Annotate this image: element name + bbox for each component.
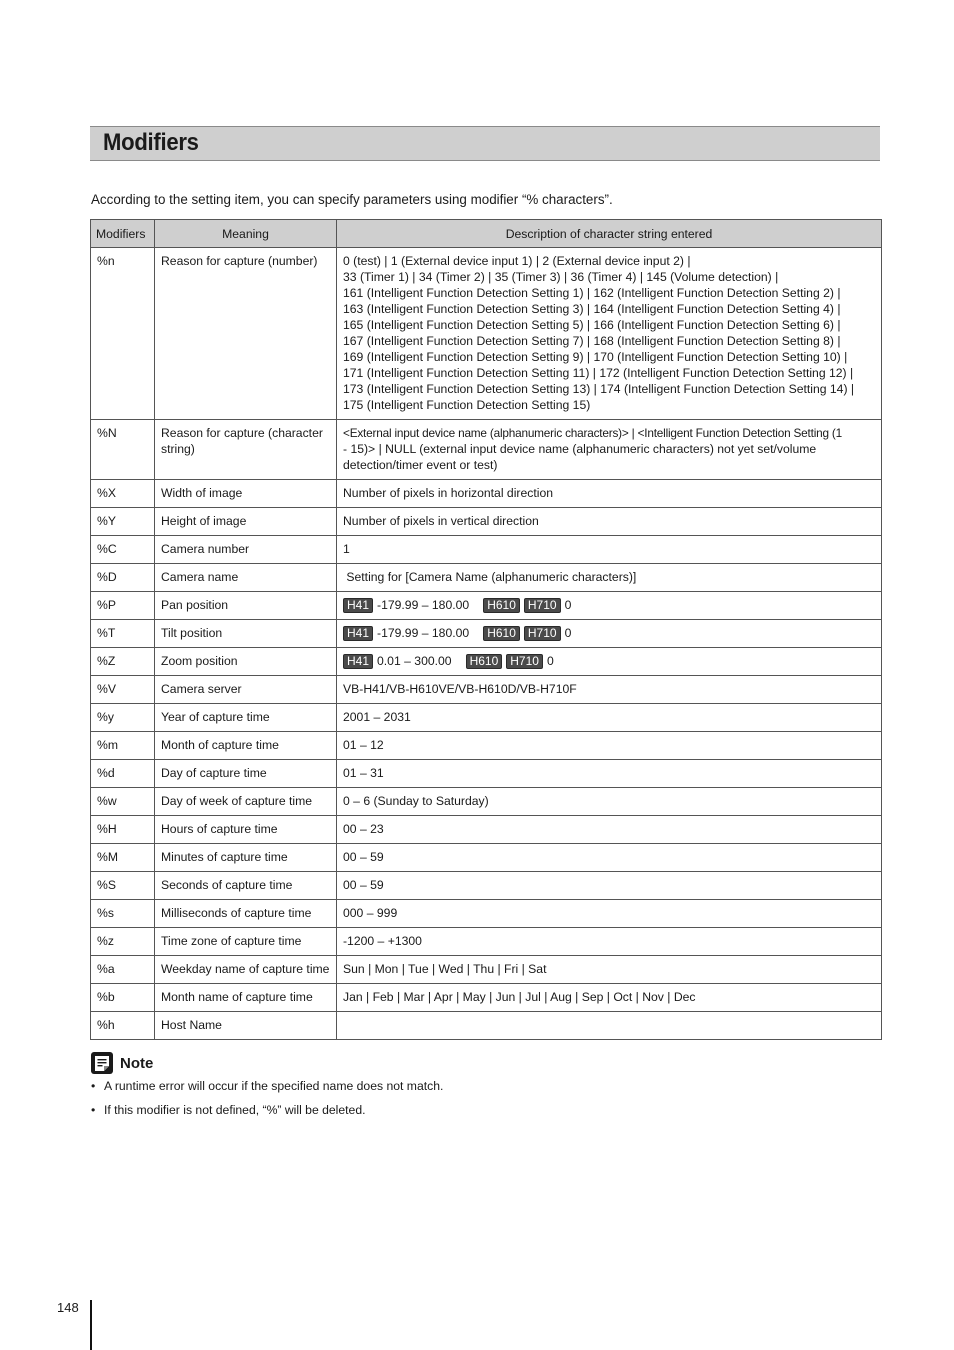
note-item: • A runtime error will occur if the specified name does not match. xyxy=(91,1079,444,1093)
description-cell: Setting for [Camera Name (alphanumeric characters)] xyxy=(337,564,882,592)
note-item-text: If this modifier is not defined, “%” will be deleted. xyxy=(104,1103,366,1117)
table-row xyxy=(91,928,882,956)
table-row xyxy=(91,480,882,508)
meaning-cell: Milliseconds of capture time xyxy=(155,900,337,928)
modifier-cell: %a xyxy=(91,956,155,984)
alt-value: 0 xyxy=(564,598,572,612)
table-row xyxy=(91,648,882,676)
meaning-cell: Reason for capture (number) xyxy=(155,248,337,420)
modifier-cell: %n xyxy=(91,248,155,420)
range-value: 0.01 – 300.00 xyxy=(377,654,452,668)
meaning-cell: Year of capture time xyxy=(155,704,337,732)
table-row xyxy=(91,844,882,872)
meaning-cell: Host Name xyxy=(155,1012,337,1040)
table-row xyxy=(91,676,882,704)
modifier-cell: %Y xyxy=(91,508,155,536)
table-row xyxy=(91,872,882,900)
model-badge-h610: H610 xyxy=(483,626,520,641)
alt-value: 0 xyxy=(546,654,554,668)
header-modifiers: Modifiers xyxy=(91,220,155,248)
modifier-cell: %H xyxy=(91,816,155,844)
modifier-cell: %z xyxy=(91,928,155,956)
meaning-cell: Weekday name of capture time xyxy=(155,956,337,984)
table-row xyxy=(91,788,882,816)
header-meaning: Meaning xyxy=(155,220,337,248)
description-cell: 1 xyxy=(337,536,882,564)
modifier-cell: %d xyxy=(91,760,155,788)
description-cell: Number of pixels in horizontal direction xyxy=(337,480,882,508)
description-line: 175 (Intelligent Function Detection Setting 15) xyxy=(343,398,591,412)
note-icon xyxy=(91,1052,113,1074)
note-label: Note xyxy=(120,1054,154,1072)
meaning-cell: Day of week of capture time xyxy=(155,788,337,816)
meaning-cell: Camera name xyxy=(155,564,337,592)
description-cell: Number of pixels in vertical direction xyxy=(337,508,882,536)
description-line: 161 (Intelligent Function Detection Setting 1) | 162 (Intelligent Function Detection Setting 2) | xyxy=(343,286,841,300)
description-line: 173 (Intelligent Function Detection Setting 13) | 174 (Intelligent Function Detection Setting 14) | xyxy=(343,382,855,396)
description-cell xyxy=(337,592,882,620)
modifiers-table xyxy=(90,219,882,1040)
table-row xyxy=(91,704,882,732)
model-badge-h610: H610 xyxy=(483,598,520,613)
description-line: 169 (Intelligent Function Detection Setting 9) | 170 (Intelligent Function Detection Setting 10) | xyxy=(343,350,848,364)
table-row xyxy=(91,564,882,592)
description-cell: VB-H41/VB-H610VE/VB-H610D/VB-H710F xyxy=(337,676,882,704)
meaning-cell: Pan position xyxy=(155,592,337,620)
description-cell xyxy=(337,620,882,648)
modifier-cell: %T xyxy=(91,620,155,648)
description-cell: 01 – 31 xyxy=(337,760,882,788)
table-row xyxy=(91,536,882,564)
modifier-cell: %X xyxy=(91,480,155,508)
page-title: Modifiers xyxy=(103,129,199,156)
modifier-cell: %w xyxy=(91,788,155,816)
description-cell: Sun | Mon | Tue | Wed | Thu | Fri | Sat xyxy=(337,956,882,984)
range-value: -179.99 – 180.00 xyxy=(377,626,470,640)
meaning-cell: Reason for capture (character string) xyxy=(155,420,337,480)
modifier-cell: %m xyxy=(91,732,155,760)
description-cell: 01 – 12 xyxy=(337,732,882,760)
model-badge-h41: H41 xyxy=(343,654,373,669)
description-line: detection/timer event or test) xyxy=(343,458,498,472)
modifier-cell: %s xyxy=(91,900,155,928)
note-item: • If this modifier is not defined, “%” will be deleted. xyxy=(91,1103,366,1117)
description-line: - 15)> | NULL (external input device name (alphanumeric characters) not yet set/volume xyxy=(343,442,817,456)
modifier-cell: %h xyxy=(91,1012,155,1040)
page-number: 148 xyxy=(57,1300,79,1315)
model-badge-h710: H710 xyxy=(506,654,543,669)
table-row xyxy=(91,1012,882,1040)
table-row xyxy=(91,592,882,620)
description-cell xyxy=(337,248,882,420)
modifier-cell: %b xyxy=(91,984,155,1012)
table-header-row xyxy=(91,220,882,248)
meaning-cell: Tilt position xyxy=(155,620,337,648)
description-cell xyxy=(337,1012,882,1040)
table-row xyxy=(91,508,882,536)
section-title-bar xyxy=(90,126,880,161)
table-row xyxy=(91,816,882,844)
table-row xyxy=(91,420,882,480)
meaning-cell: Minutes of capture time xyxy=(155,844,337,872)
meaning-cell: Height of image xyxy=(155,508,337,536)
description-cell: 0 – 6 (Sunday to Saturday) xyxy=(337,788,882,816)
modifier-cell: %N xyxy=(91,420,155,480)
description-cell: 2001 – 2031 xyxy=(337,704,882,732)
range-value: -179.99 – 180.00 xyxy=(377,598,470,612)
modifier-cell: %M xyxy=(91,844,155,872)
intro-text: According to the setting item, you can specify parameters using modifier “% characters”. xyxy=(91,192,613,207)
page-margin-rule xyxy=(90,1300,92,1350)
table-row xyxy=(91,620,882,648)
meaning-cell: Camera number xyxy=(155,536,337,564)
modifier-cell: %P xyxy=(91,592,155,620)
meaning-cell: Zoom position xyxy=(155,648,337,676)
description-cell: 000 – 999 xyxy=(337,900,882,928)
description-cell: -1200 – +1300 xyxy=(337,928,882,956)
meaning-cell: Day of capture time xyxy=(155,760,337,788)
meaning-cell: Width of image xyxy=(155,480,337,508)
meaning-cell: Camera server xyxy=(155,676,337,704)
model-badge-h610: H610 xyxy=(466,654,503,669)
meaning-cell: Time zone of capture time xyxy=(155,928,337,956)
table-row xyxy=(91,248,882,420)
modifier-cell: %Z xyxy=(91,648,155,676)
description-line: 33 (Timer 1) | 34 (Timer 2) | 35 (Timer 3) | 36 (Timer 4) | 145 (Volume detection) | xyxy=(343,270,779,284)
meaning-cell: Month name of capture time xyxy=(155,984,337,1012)
description-cell xyxy=(337,420,882,480)
note-list xyxy=(91,1079,443,1127)
description-line: <External input device name (alphanumeric characters)> | <Intelligent Function Detection Setting (1 xyxy=(343,426,843,440)
note-item-text: A runtime error will occur if the specified name does not match. xyxy=(104,1079,444,1093)
table-row xyxy=(91,760,882,788)
description-line: 163 (Intelligent Function Detection Setting 3) | 164 (Intelligent Function Detection Setting 4) | xyxy=(343,302,841,316)
modifier-cell: %V xyxy=(91,676,155,704)
note-heading xyxy=(91,1052,153,1074)
model-badge-h710: H710 xyxy=(524,626,561,641)
description-cell: Jan | Feb | Mar | Apr | May | Jun | Jul | Aug | Sep | Oct | Nov | Dec xyxy=(337,984,882,1012)
table-row xyxy=(91,956,882,984)
model-badge-h710: H710 xyxy=(524,598,561,613)
description-cell: 00 – 23 xyxy=(337,816,882,844)
description-line: 171 (Intelligent Function Detection Setting 11) | 172 (Intelligent Function Detection Setting 12) | xyxy=(343,366,854,380)
model-badge-h41: H41 xyxy=(343,626,373,641)
description-cell: 00 – 59 xyxy=(337,872,882,900)
description-line: 165 (Intelligent Function Detection Setting 5) | 166 (Intelligent Function Detection Setting 6) | xyxy=(343,318,841,332)
table-row xyxy=(91,984,882,1012)
meaning-cell: Hours of capture time xyxy=(155,816,337,844)
model-badge-h41: H41 xyxy=(343,598,373,613)
meaning-cell: Month of capture time xyxy=(155,732,337,760)
table-row xyxy=(91,900,882,928)
description-line: 167 (Intelligent Function Detection Setting 7) | 168 (Intelligent Function Detection Setting 8) | xyxy=(343,334,841,348)
modifier-cell: %S xyxy=(91,872,155,900)
modifier-cell: %y xyxy=(91,704,155,732)
description-cell: 00 – 59 xyxy=(337,844,882,872)
table-row xyxy=(91,732,882,760)
description-line: 0 (test) | 1 (External device input 1) | 2 (External device input 2) | xyxy=(343,254,691,268)
modifier-cell: %D xyxy=(91,564,155,592)
header-description: Description of character string entered xyxy=(337,220,882,248)
description-cell xyxy=(337,648,882,676)
meaning-cell: Seconds of capture time xyxy=(155,872,337,900)
modifier-cell: %C xyxy=(91,536,155,564)
alt-value: 0 xyxy=(564,626,572,640)
